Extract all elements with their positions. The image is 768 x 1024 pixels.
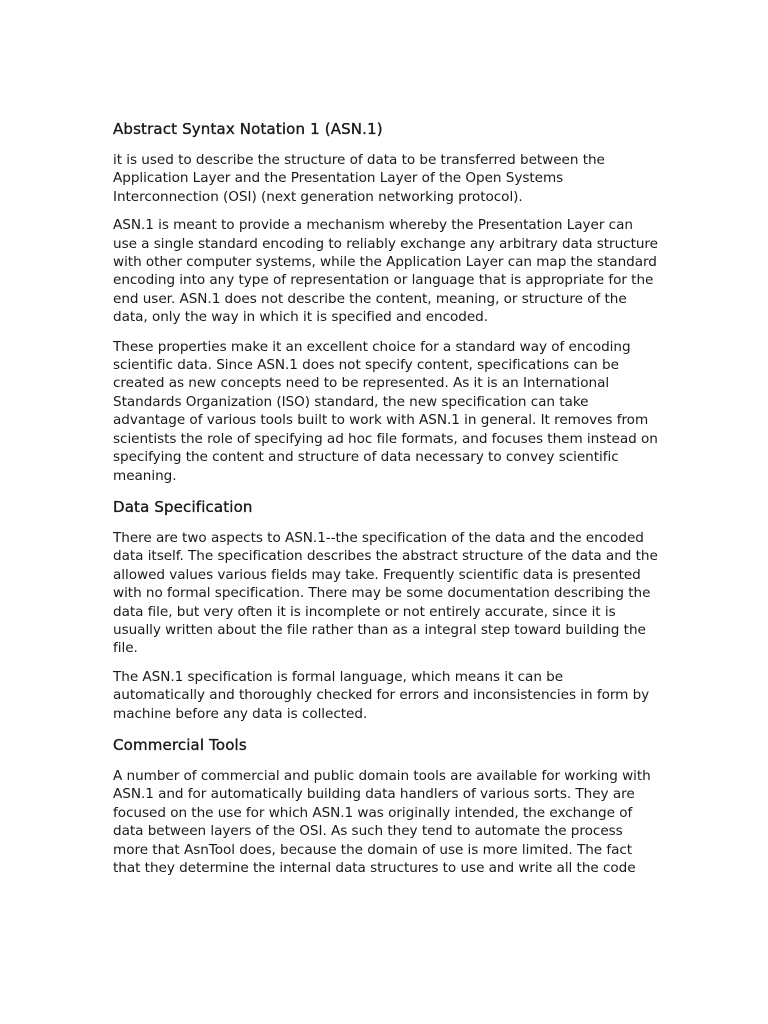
intro-paragraph: it is used to describe the structure of data to be transferred between the Application Layer and the Presentation Layer of the Open Systems Interconnection (OSI) (next generation networking protocol). bbox=[113, 152, 605, 205]
asn-purpose-paragraph: ASN.1 is meant to provide a mechanism whereby the Presentation Layer can use a single standard encoding to reliably exchange any arbitrary data structure with other computer systems, while the Application Layer can map the standard encoding into any type of representation or language that is appropriate for the end user. ASN.1 does not describe the content, meaning, or structure of the data, only the way in which it is specified and encoded. bbox=[113, 217, 658, 326]
commercial-tools-heading: Commercial Tools bbox=[113, 735, 247, 754]
document-page bbox=[113, 119, 658, 888]
two-aspects-paragraph: There are two aspects to ASN.1--the specification of the data and the encoded data itself. The specification describes the abstract structure of the data and the allowed values various fields may take. Frequently scientific data is presented with no formal specification. There may be some documentation describing the data file, but very often it is incomplete or not entirely accurate, since it is usually written about the file rather than as a integral step toward building the file. bbox=[113, 529, 658, 657]
data-specification-heading: Data Specification bbox=[113, 497, 253, 516]
commercial-tools-paragraph: A number of commercial and public domain tools are available for working with ASN.1 and for automatically building data handlers of various sorts. They are focused on the use for which ASN.1 was originally intended, the exchange of data between layers of the OSI. As such they tend to automate the process more that AsnTool does, because the domain of use is more limited. The fact that they determine the internal data structures to use and write all the code bbox=[113, 767, 651, 876]
formal-language-paragraph: The ASN.1 specification is formal language, which means it can be automatically and thoroughly checked for errors and inconsistencies in form by machine before any data is collected. bbox=[113, 668, 650, 722]
document-title: Abstract Syntax Notation 1 (ASN.1) bbox=[113, 120, 383, 138]
properties-paragraph: These properties make it an excellent choice for a standard way of encoding scientific data. Since ASN.1 does not specify content, specifications can be created as new concepts need to be represented. As it is an International Standards Organization (ISO) standard, the new specification can take advantage of various tools built to work with ASN.1 in general. It removes from scientists the role of specifying ad hoc file formats, and focuses them instead on specifying the content and structure of data necessary to convey scientific meaning. bbox=[113, 338, 658, 484]
